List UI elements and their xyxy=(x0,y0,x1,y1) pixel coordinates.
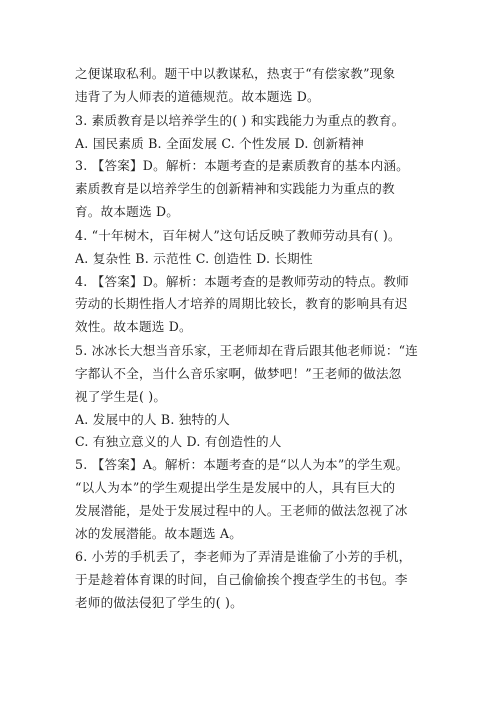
answer-4: 4. 【答案】D。解析：本题考查的是教师劳动的特点。教师 xyxy=(75,273,409,289)
text-line: “以人为本”的学生观提出学生是发展中的人，具有巨大的 xyxy=(75,479,396,495)
answer-3: 3. 【答案】D。解析：本题考查的是素质教育的基本内涵。 xyxy=(75,158,409,174)
text-line: 冰的发展潜能。故本题选 A。 xyxy=(75,525,243,541)
text-line: 于是趁着体育课的时间，自己偷偷挨个搜查学生的书包。李 xyxy=(75,572,408,588)
text-line: 视了学生是( )。 xyxy=(75,388,167,404)
text-line: 之便谋取私利。题干中以教谋私，热衷于“有偿家教”现象 xyxy=(75,66,396,81)
text-line: 效性。故本题选 D。 xyxy=(75,319,192,335)
question-4-stem: 4. “十年树木，百年树人”这句话反映了教师劳动具有( )。 xyxy=(75,227,401,243)
text-line: 育。故本题选 D。 xyxy=(75,203,180,219)
text-line: 字都认不全，当什么音乐家啊，做梦吧！”王老师的做法忽 xyxy=(75,365,402,381)
answer-5: 5. 【答案】A。解析：本题考查的是“以人为本”的学生观。 xyxy=(75,457,409,473)
text-line: 老师的做法侵犯了学生的( )。 xyxy=(75,595,243,611)
question-3-stem: 3. 素质教育是以培养学生的( ) 和实践能力为重点的教育。 xyxy=(75,112,405,128)
question-5-options: A. 发展中的人 B. 独特的人 xyxy=(75,411,230,427)
text-line: 劳动的长期性指人才培养的周期比较长，教育的影响具有迟 xyxy=(75,296,408,312)
text-line: 发展潜能，是处于发展过程中的人。王老师的做法忽视了冰 xyxy=(75,502,408,518)
text-line: 素质教育是以培养学生的创新精神和实践能力为重点的教 xyxy=(75,181,395,197)
document-page xyxy=(75,63,455,615)
question-5-options: C. 有独立意义的人 D. 有创造性的人 xyxy=(75,434,282,450)
question-5-stem: 5. 冰冰长大想当音乐家，王老师却在背后跟其他老师说：“连 xyxy=(75,343,419,359)
question-4-options: A. 复杂性 B. 示范性 C. 创造性 D. 长期性 xyxy=(75,250,313,266)
question-6-stem: 6. 小芳的手机丢了，李老师为了弄清是谁偷了小芳的手机， xyxy=(75,549,412,565)
question-3-options: A. 国民素质 B. 全面发展 C. 个性发展 D. 创新精神 xyxy=(75,135,364,151)
text-line: 违背了为人师表的道德规范。故本题选 D。 xyxy=(75,88,320,104)
